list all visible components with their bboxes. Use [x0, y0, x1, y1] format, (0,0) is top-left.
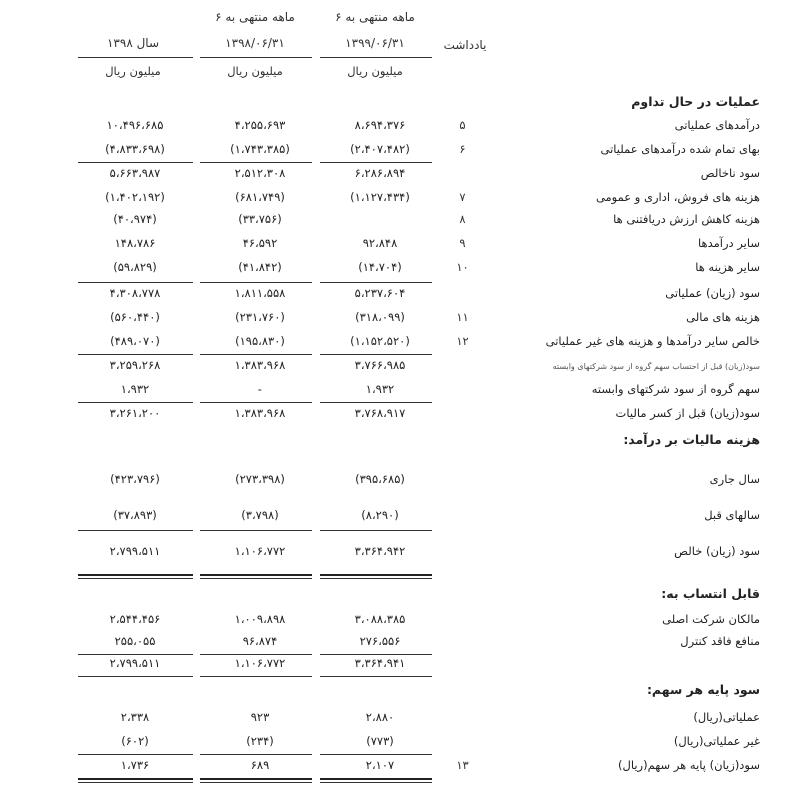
row-note: ۱۳	[456, 758, 469, 772]
total-double-rule	[320, 676, 432, 677]
statement-row	[0, 190, 800, 212]
statement-row	[0, 544, 800, 566]
row-value-col3: (۶۰۲)	[121, 734, 149, 748]
row-value-col1: ۸،۶۹۴،۳۷۶	[354, 118, 406, 132]
subtotal-rule	[200, 530, 312, 531]
subtotal-rule	[320, 654, 432, 655]
subtotal-rule	[200, 354, 312, 355]
total-double-rule	[78, 574, 193, 576]
row-value-col2: ۹۶،۸۷۴	[242, 634, 278, 648]
total-double-rule	[320, 782, 432, 783]
row-note: ۹	[459, 236, 466, 250]
statement-row	[0, 212, 800, 234]
row-label: سود (زیان) خالص	[674, 544, 760, 558]
row-value-col2: ۲،۵۱۲،۳۰۸	[234, 166, 286, 180]
subtotal-rule	[200, 282, 312, 283]
row-value-col3: (۴۸۹،۰۷۰)	[110, 334, 160, 348]
row-label: سود(زیان) قبل از کسر مالیات	[615, 406, 760, 420]
statement-row	[0, 94, 800, 116]
statement-row	[0, 382, 800, 404]
subtotal-rule	[78, 654, 193, 655]
row-value-col2: -	[257, 382, 263, 396]
statement-row	[0, 710, 800, 732]
row-value-col3: ۲،۳۳۸	[120, 710, 150, 724]
statement-row	[0, 634, 800, 656]
row-value-col1: ۱،۹۳۲	[365, 382, 395, 396]
row-label: سود ناخالص	[700, 166, 760, 180]
total-double-rule	[200, 778, 312, 780]
statement-row	[0, 118, 800, 140]
row-value-col2: ۴۶،۵۹۲	[242, 236, 278, 250]
row-value-col3: ۲۵۵،۰۵۵	[114, 634, 156, 648]
total-double-rule	[78, 782, 193, 783]
row-value-col3: ۱،۷۳۶	[120, 758, 150, 772]
statement-row	[0, 734, 800, 756]
row-label: درآمدهای عملیاتی	[674, 118, 760, 132]
row-value-col2: ۱،۳۸۳،۹۶۸	[234, 358, 286, 372]
row-value-col2: ۱،۰۰۹،۸۹۸	[234, 612, 286, 626]
col3-header-line2: سال ۱۳۹۸	[106, 36, 160, 50]
total-double-rule	[320, 578, 432, 579]
row-value-col2: ۶۸۹	[250, 758, 270, 772]
subtotal-rule	[200, 754, 312, 755]
total-double-rule	[320, 574, 432, 576]
row-value-col1: (۸،۲۹۰)	[361, 508, 399, 522]
row-value-col3: (۱،۴۰۲،۱۹۲)	[105, 190, 165, 204]
col1-unit: میلیون ریال	[347, 64, 403, 78]
row-value-col3: ۴،۳۰۸،۷۷۸	[109, 286, 161, 300]
row-value-col1: (۱،۱۲۷،۴۳۴)	[350, 190, 410, 204]
subtotal-rule	[78, 354, 193, 355]
row-label: هزینه های مالی	[686, 310, 760, 324]
col1-header-line1: ۶ ماهه منتهی به	[335, 10, 415, 24]
row-label: سود(زیان) قبل از احتساب سهم گروه از سود شرکتهای وابسته	[552, 362, 760, 371]
row-value-col1: (۳۹۵،۶۸۵)	[355, 472, 405, 486]
row-value-col3: ۲،۷۹۹،۵۱۱	[109, 656, 161, 670]
col3-unit: میلیون ریال	[105, 64, 161, 78]
row-label: هزینه مالیات بر درآمد:	[623, 432, 760, 447]
row-value-col3: ۱،۹۳۲	[120, 382, 150, 396]
row-label: سال جاری	[709, 472, 760, 486]
row-value-col1: ۳،۷۶۶،۹۸۵	[354, 358, 406, 372]
row-value-col2: ۴،۲۵۵،۶۹۳	[234, 118, 286, 132]
statement-row	[0, 260, 800, 282]
row-value-col1: (۱،۱۵۲،۵۲۰)	[350, 334, 410, 348]
row-value-col3: ۲،۵۴۴،۴۵۶	[109, 612, 161, 626]
col2-header-line2: ۱۳۹۸/۰۶/۳۱	[225, 36, 285, 50]
row-note: ۸	[459, 212, 466, 226]
statement-row	[0, 508, 800, 530]
row-value-col3: ۳،۲۶۱،۲۰۰	[109, 406, 161, 420]
row-value-col1: ۳،۳۶۴،۹۴۲	[354, 544, 406, 558]
subtotal-rule	[320, 354, 432, 355]
row-label: بهای تمام شده درآمدهای عملیاتی	[600, 142, 760, 156]
row-value-col2: ۱،۳۸۳،۹۶۸	[234, 406, 286, 420]
row-value-col3: (۵۹،۸۲۹)	[113, 260, 157, 274]
row-value-col1: ۲،۸۸۰	[365, 710, 395, 724]
total-double-rule	[200, 574, 312, 576]
row-label: سود (زیان) عملیاتی	[665, 286, 760, 300]
total-double-rule	[200, 676, 312, 677]
row-label: سود(زیان) پایه هر سهم(ریال)	[618, 758, 760, 772]
subtotal-rule	[200, 654, 312, 655]
statement-row	[0, 310, 800, 332]
col2-header-line1: ۶ ماهه منتهی به	[215, 10, 295, 24]
row-value-col3: (۳۷،۸۹۳)	[113, 508, 157, 522]
statement-row	[0, 286, 800, 308]
row-value-col1: ۳،۷۶۸،۹۱۷	[354, 406, 406, 420]
row-value-col3: (۵۶۰،۴۴۰)	[110, 310, 160, 324]
subtotal-rule	[320, 754, 432, 755]
subtotal-rule	[320, 282, 432, 283]
row-value-col2: ۱،۸۱۱،۵۵۸	[234, 286, 286, 300]
row-note: ۱۲	[456, 334, 469, 348]
statement-row	[0, 612, 800, 634]
row-label: سود پایه هر سهم:	[646, 682, 760, 697]
row-label: عملیاتی(ریال)	[693, 710, 760, 724]
row-value-col1: (۱۴،۷۰۴)	[358, 260, 402, 274]
row-value-col1: (۷۷۳)	[366, 734, 394, 748]
row-note: ۱۱	[456, 310, 469, 324]
subtotal-rule	[78, 530, 193, 531]
total-double-rule	[200, 782, 312, 783]
row-value-col3: (۴۰،۹۷۴)	[113, 212, 157, 226]
row-label: قابل انتساب به:	[661, 586, 760, 601]
row-label: هزینه کاهش ارزش دریافتنی ها	[613, 212, 760, 226]
row-note: ۱۰	[456, 260, 469, 274]
row-note: ۵	[459, 118, 466, 132]
row-value-col2: (۱،۷۴۳،۳۸۵)	[230, 142, 290, 156]
header-rule	[200, 57, 312, 58]
row-value-col1: (۲،۴۰۷،۴۸۲)	[350, 142, 410, 156]
row-value-col2: (۶۸۱،۷۴۹)	[235, 190, 285, 204]
row-value-col2: ۱،۱۰۶،۷۷۲	[234, 656, 286, 670]
statement-row	[0, 758, 800, 780]
row-value-col3: ۱۰،۴۹۶،۶۸۵	[106, 118, 164, 132]
row-value-col1: ۳،۰۸۸،۳۸۵	[354, 612, 406, 626]
row-value-col1: ۳،۳۶۴،۹۴۱	[354, 656, 406, 670]
row-label: منافع فاقد کنترل	[680, 634, 760, 648]
row-label: سایر درآمدها	[698, 236, 760, 250]
statement-row	[0, 236, 800, 258]
note-header: یادداشت	[443, 38, 487, 52]
row-label: خالص سایر درآمدها و هزینه های غیر عملیاتی	[545, 334, 760, 348]
row-value-col1: (۳۱۸،۰۹۹)	[355, 310, 405, 324]
row-value-col1: ۲،۱۰۷	[365, 758, 395, 772]
subtotal-rule	[200, 402, 312, 403]
header-rule	[78, 57, 193, 58]
row-label: سایر هزینه ها	[695, 260, 760, 274]
subtotal-rule	[78, 754, 193, 755]
row-value-col3: ۵،۶۶۳،۹۸۷	[109, 166, 161, 180]
statement-row	[0, 334, 800, 356]
statement-row	[0, 656, 800, 678]
statement-row	[0, 682, 800, 704]
statement-row	[0, 358, 800, 380]
row-label: غیر عملیاتی(ریال)	[673, 734, 760, 748]
row-value-col3: (۴،۸۳۳،۶۹۸)	[105, 142, 165, 156]
row-value-col2: (۱۹۵،۸۳۰)	[235, 334, 285, 348]
statement-row	[0, 472, 800, 494]
row-value-col2: (۳۳،۷۵۶)	[238, 212, 282, 226]
statement-row	[0, 166, 800, 188]
row-value-col3: (۴۲۳،۷۹۶)	[110, 472, 160, 486]
row-value-col2: (۲۳۱،۷۶۰)	[235, 310, 285, 324]
row-value-col2: (۲۳۴)	[246, 734, 274, 748]
row-value-col3: ۲،۷۹۹،۵۱۱	[109, 544, 161, 558]
statement-row	[0, 432, 800, 454]
row-note: ۶	[459, 142, 466, 156]
row-label: سهم گروه از سود شرکتهای وابسته	[591, 382, 760, 396]
row-value-col2: (۴۱،۸۴۲)	[238, 260, 282, 274]
row-value-col1: ۲۷۶،۵۵۶	[359, 634, 401, 648]
row-value-col1: ۹۲،۸۴۸	[362, 236, 398, 250]
total-double-rule	[78, 676, 193, 677]
row-value-col2: (۳،۷۹۸)	[241, 508, 279, 522]
subtotal-rule	[78, 402, 193, 403]
subtotal-rule	[200, 162, 312, 163]
statement-row	[0, 142, 800, 164]
row-value-col3: ۱۴۸،۷۸۶	[114, 236, 156, 250]
subtotal-rule	[78, 162, 193, 163]
header-rule	[320, 57, 432, 58]
row-value-col3: ۳،۲۵۹،۲۶۸	[109, 358, 161, 372]
row-value-col1: ۶،۲۸۶،۸۹۴	[354, 166, 406, 180]
total-double-rule	[78, 578, 193, 579]
subtotal-rule	[320, 162, 432, 163]
total-double-rule	[200, 578, 312, 579]
statement-row	[0, 406, 800, 428]
row-value-col2: (۲۷۳،۳۹۸)	[235, 472, 285, 486]
subtotal-rule	[78, 282, 193, 283]
row-label: مالکان شرکت اصلی	[662, 612, 760, 626]
total-double-rule	[320, 778, 432, 780]
subtotal-rule	[320, 402, 432, 403]
row-label: هزینه های فروش، اداری و عمومی	[595, 190, 760, 204]
row-label: سالهای قبل	[704, 508, 760, 522]
subtotal-rule	[320, 530, 432, 531]
row-value-col2: ۹۲۳	[250, 710, 270, 724]
row-value-col2: ۱،۱۰۶،۷۷۲	[234, 544, 286, 558]
statement-row	[0, 586, 800, 608]
col2-unit: میلیون ریال	[227, 64, 283, 78]
row-label: عملیات در حال تداوم	[631, 94, 760, 109]
total-double-rule	[78, 778, 193, 780]
col1-header-line2: ۱۳۹۹/۰۶/۳۱	[345, 36, 405, 50]
row-value-col1: ۵،۲۳۷،۶۰۴	[354, 286, 406, 300]
row-note: ۷	[459, 190, 466, 204]
